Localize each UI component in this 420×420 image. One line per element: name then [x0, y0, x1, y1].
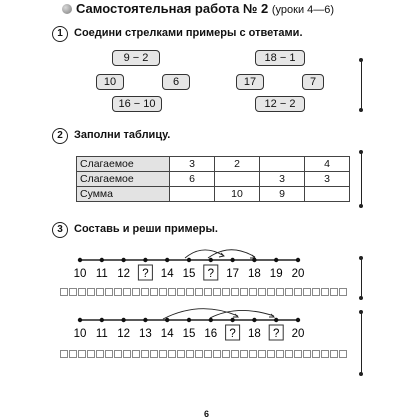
grid-cell[interactable]: [258, 288, 266, 296]
tick-dot: [296, 318, 300, 322]
answer-grid[interactable]: [60, 288, 348, 297]
task-3-instruction: Составь и реши примеры.: [74, 223, 218, 235]
side-marker: [361, 258, 362, 298]
grid-cell[interactable]: [267, 350, 275, 358]
number-label: 19: [269, 268, 283, 280]
table-cell[interactable]: 3: [170, 157, 215, 172]
tick-dot: [100, 258, 104, 262]
table-cell[interactable]: 3: [305, 172, 350, 187]
grid-cell[interactable]: [168, 288, 176, 296]
grid-cell[interactable]: [78, 288, 86, 296]
table-cell[interactable]: 3: [260, 172, 305, 187]
expression-box[interactable]: 18 − 1: [255, 50, 305, 66]
grid-cell[interactable]: [330, 350, 338, 358]
row-label: Слагаемое: [77, 157, 170, 172]
grid-cell[interactable]: [285, 288, 293, 296]
number-label: 17: [226, 268, 239, 280]
table-cell[interactable]: [260, 157, 305, 172]
grid-cell[interactable]: [96, 350, 104, 358]
answer-box[interactable]: 10: [96, 74, 124, 90]
grid-cell[interactable]: [168, 350, 176, 358]
number-label: 20: [291, 328, 305, 340]
grid-cell[interactable]: [159, 350, 167, 358]
grid-cell[interactable]: [96, 288, 104, 296]
tick-dot: [121, 258, 125, 262]
grid-cell[interactable]: [204, 350, 212, 358]
grid-cell[interactable]: [177, 288, 185, 296]
row-label: Слагаемое: [77, 172, 170, 187]
table-cell[interactable]: [170, 187, 215, 202]
grid-cell[interactable]: [177, 350, 185, 358]
grid-cell[interactable]: [240, 350, 248, 358]
grid-cell[interactable]: [141, 288, 149, 296]
grid-cell[interactable]: [249, 350, 257, 358]
number-label: ?: [142, 268, 149, 280]
tick-dot: [165, 258, 169, 262]
number-label: 16: [204, 328, 218, 340]
jump-arc: [163, 309, 238, 319]
table-cell[interactable]: 6: [170, 172, 215, 187]
grid-cell[interactable]: [321, 350, 329, 358]
grid-cell[interactable]: [150, 288, 158, 296]
grid-cell[interactable]: [303, 350, 311, 358]
number-line-2: [60, 304, 310, 350]
tick-dot: [296, 258, 300, 262]
jump-arc: [208, 250, 255, 258]
grid-cell[interactable]: [312, 350, 320, 358]
number-line-1: [60, 236, 310, 282]
tick-dot: [230, 318, 234, 322]
table-cell[interactable]: 10: [215, 187, 260, 202]
grid-cell[interactable]: [78, 350, 86, 358]
grid-cell[interactable]: [159, 288, 167, 296]
grid-cell[interactable]: [240, 288, 248, 296]
expression-box[interactable]: 9 − 2: [112, 50, 160, 66]
grid-cell[interactable]: [123, 288, 131, 296]
answer-box[interactable]: 17: [236, 74, 264, 90]
number-label: ?: [272, 328, 280, 340]
number-label: 18: [248, 268, 261, 280]
grid-cell[interactable]: [249, 288, 257, 296]
grid-cell[interactable]: [105, 350, 113, 358]
table-row: [77, 172, 350, 187]
grid-cell[interactable]: [222, 350, 230, 358]
grid-cell[interactable]: [222, 288, 230, 296]
page-title: [76, 1, 334, 16]
grid-cell[interactable]: [132, 288, 140, 296]
grid-cell[interactable]: [285, 350, 293, 358]
grid-cell[interactable]: [321, 288, 329, 296]
tick-dot: [230, 258, 234, 262]
grid-cell[interactable]: [150, 350, 158, 358]
grid-cell[interactable]: [114, 350, 122, 358]
side-marker: [361, 152, 362, 206]
title-main: Самостоятельная работа № 2: [76, 1, 269, 16]
number-label: 10: [73, 268, 87, 280]
side-marker: [361, 312, 362, 374]
grid-cell[interactable]: [60, 350, 68, 358]
number-label: 13: [139, 328, 152, 340]
tick-dot: [209, 258, 213, 262]
grid-cell[interactable]: [60, 288, 68, 296]
tick-dot: [78, 318, 82, 322]
grid-cell[interactable]: [141, 350, 149, 358]
number-label: 11: [95, 328, 108, 340]
number-label: 12: [117, 328, 130, 340]
page-number: 6: [204, 409, 210, 419]
tick-dot: [274, 318, 278, 322]
task-number-3: 3: [52, 222, 68, 238]
table-cell[interactable]: [305, 187, 350, 202]
grid-cell[interactable]: [330, 288, 338, 296]
table-cell[interactable]: 2: [215, 157, 260, 172]
tick-dot: [252, 318, 256, 322]
grid-cell[interactable]: [186, 288, 194, 296]
jump-arc: [210, 310, 274, 318]
table-row: [77, 157, 350, 172]
grid-cell[interactable]: [339, 350, 347, 358]
table-row: [77, 187, 350, 202]
grid-cell[interactable]: [213, 288, 221, 296]
task-number-2: 2: [52, 128, 68, 144]
number-label: 12: [117, 268, 130, 280]
number-label: 10: [73, 328, 87, 340]
answer-box[interactable]: 7: [302, 74, 324, 90]
number-label: 18: [248, 328, 261, 340]
grid-cell[interactable]: [132, 350, 140, 358]
tick-dot: [143, 318, 147, 322]
grid-cell[interactable]: [294, 350, 302, 358]
task-1-instruction: Соедини стрелками примеры с ответами.: [74, 27, 303, 39]
number-label: 11: [95, 268, 108, 280]
grid-cell[interactable]: [204, 288, 212, 296]
tick-dot: [252, 258, 256, 262]
sum-table: [76, 156, 350, 202]
title-bullet-icon: [62, 4, 72, 14]
grid-cell[interactable]: [339, 288, 347, 296]
expression-box[interactable]: 16 − 10: [112, 96, 162, 112]
table-cell[interactable]: 9: [260, 187, 305, 202]
side-marker: [361, 60, 362, 110]
grid-cell[interactable]: [294, 288, 302, 296]
grid-cell[interactable]: [231, 288, 239, 296]
number-label: 20: [291, 268, 305, 280]
answer-grid[interactable]: [60, 350, 348, 359]
number-label: 15: [182, 268, 196, 280]
grid-cell[interactable]: [195, 350, 203, 358]
grid-cell[interactable]: [186, 350, 194, 358]
number-label: 14: [160, 268, 174, 280]
grid-cell[interactable]: [114, 288, 122, 296]
tick-dot: [274, 258, 278, 262]
tick-dot: [121, 318, 125, 322]
tick-dot: [165, 318, 169, 322]
title-subtitle: (уроки 4—6): [271, 4, 335, 16]
tick-dot: [187, 258, 191, 262]
answer-box[interactable]: 6: [162, 74, 190, 90]
grid-cell[interactable]: [276, 350, 284, 358]
tick-dot: [187, 318, 191, 322]
grid-cell[interactable]: [87, 288, 95, 296]
jump-arc: [185, 250, 224, 258]
grid-cell[interactable]: [69, 288, 77, 296]
grid-cell[interactable]: [267, 288, 275, 296]
row-label: Сумма: [77, 187, 170, 202]
grid-cell[interactable]: [87, 350, 95, 358]
grid-cell[interactable]: [69, 350, 77, 358]
table-cell[interactable]: 4: [305, 157, 350, 172]
number-label: 14: [160, 328, 174, 340]
task-2-instruction: Заполни таблицу.: [74, 129, 171, 141]
grid-cell[interactable]: [105, 288, 113, 296]
tick-dot: [100, 318, 104, 322]
grid-cell[interactable]: [303, 288, 311, 296]
number-label: 15: [182, 328, 196, 340]
grid-cell[interactable]: [195, 288, 203, 296]
tick-dot: [143, 258, 147, 262]
grid-cell[interactable]: [231, 350, 239, 358]
grid-cell[interactable]: [213, 350, 221, 358]
number-label: ?: [207, 268, 215, 280]
expression-box[interactable]: 12 − 2: [255, 96, 305, 112]
grid-cell[interactable]: [276, 288, 284, 296]
grid-cell[interactable]: [123, 350, 131, 358]
table-cell[interactable]: [215, 172, 260, 187]
grid-cell[interactable]: [312, 288, 320, 296]
task-number-1: 1: [52, 26, 68, 42]
grid-cell[interactable]: [258, 350, 266, 358]
number-label: ?: [229, 328, 236, 340]
tick-dot: [78, 258, 82, 262]
tick-dot: [209, 318, 213, 322]
